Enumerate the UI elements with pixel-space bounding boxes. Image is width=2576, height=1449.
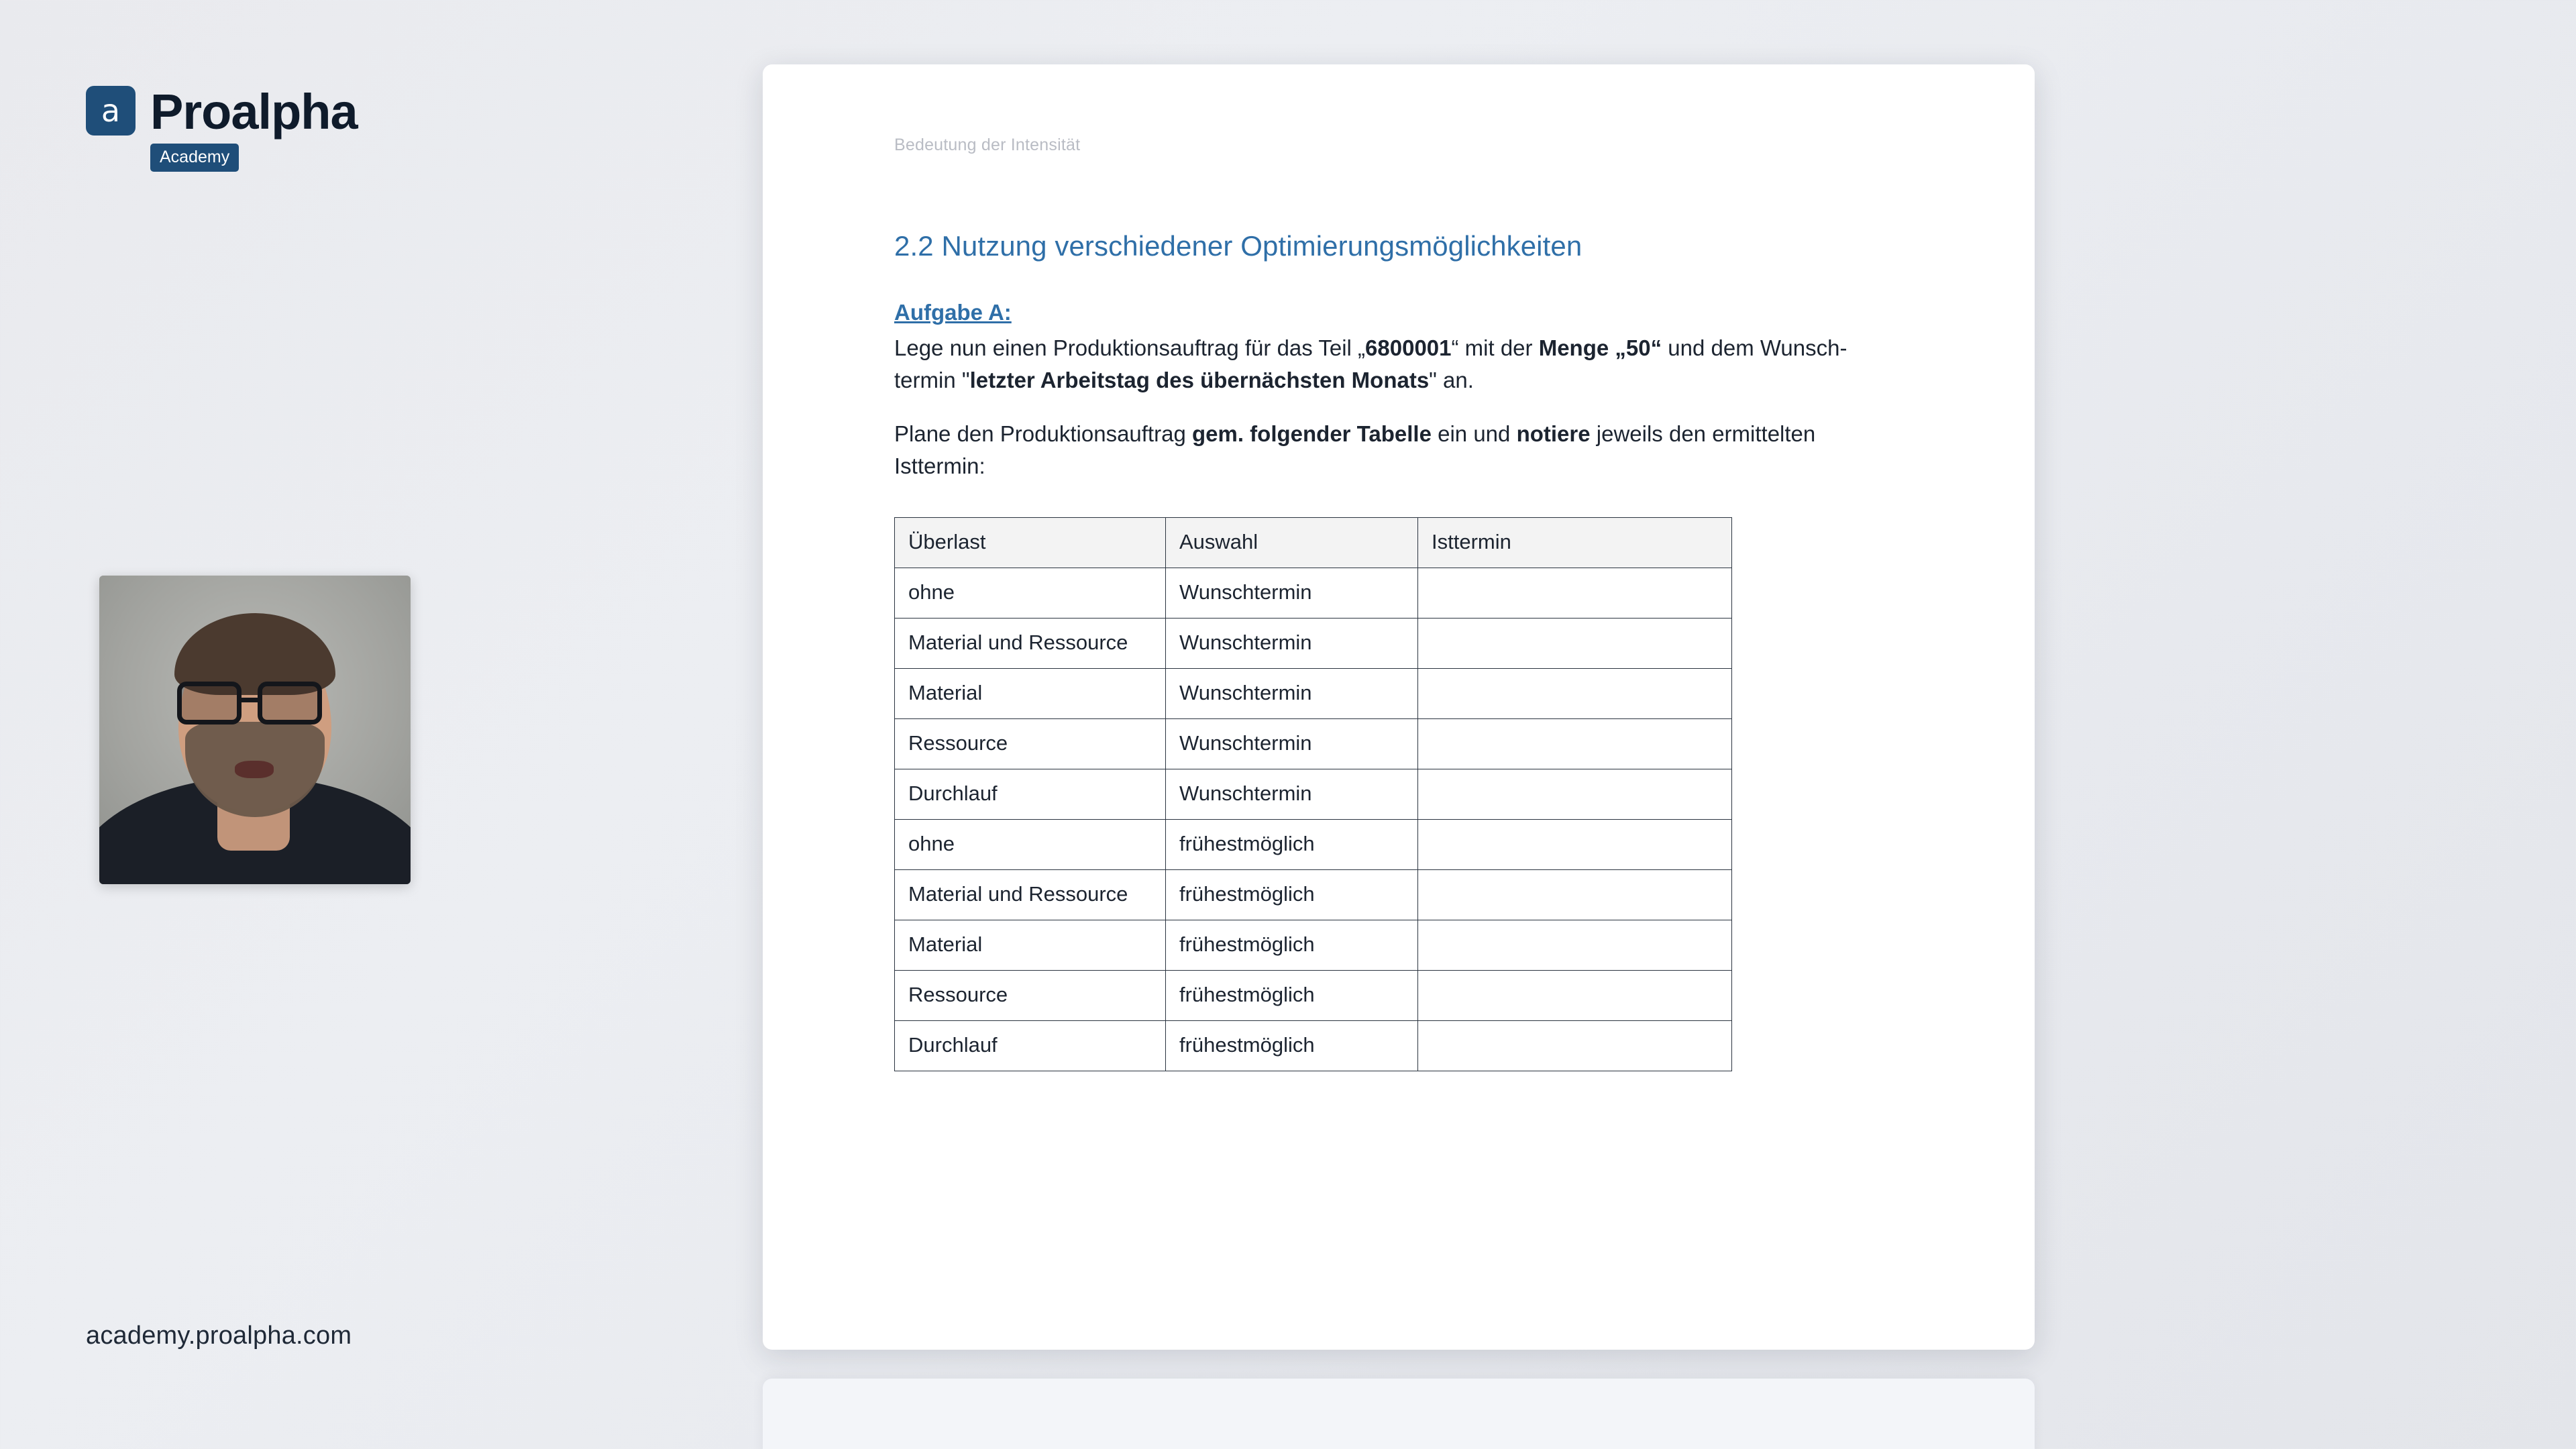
p1-text-4: und dem Wunsch-termin "	[894, 335, 1847, 392]
cell-isttermin[interactable]	[1418, 669, 1732, 719]
p2-text-2: ein und	[1431, 421, 1517, 446]
p1-quantity: Menge „50“	[1538, 335, 1662, 360]
presenter-webcam-tile[interactable]	[99, 576, 411, 884]
p1-part-number: 6800001	[1365, 335, 1452, 360]
table-body	[895, 568, 1732, 1071]
table-header-row	[895, 518, 1732, 568]
cell-ueberlast: Material	[895, 669, 1166, 719]
cell-auswahl: Wunschtermin	[1166, 619, 1418, 669]
brand-name: Proalpha	[150, 84, 358, 140]
cell-auswahl: frühestmöglich	[1166, 1021, 1418, 1071]
cell-isttermin[interactable]	[1418, 1021, 1732, 1071]
slide-card	[763, 64, 2035, 1350]
cell-isttermin[interactable]	[1418, 619, 1732, 669]
cell-ueberlast: Durchlauf	[895, 1021, 1166, 1071]
cell-ueberlast: Durchlauf	[895, 769, 1166, 820]
cell-isttermin[interactable]	[1418, 719, 1732, 769]
left-rail	[0, 0, 758, 1449]
table-row	[895, 820, 1732, 870]
slide-content	[894, 136, 1961, 1071]
cell-auswahl: Wunschtermin	[1166, 568, 1418, 619]
cell-isttermin[interactable]	[1418, 971, 1732, 1021]
p1-text-2: “ mit der	[1451, 335, 1539, 360]
cell-ueberlast: Material und Ressource	[895, 870, 1166, 920]
exercise-table	[894, 517, 1732, 1071]
slide-eyebrow: Bedeutung der Intensität	[894, 136, 1081, 154]
p2-text-0: Plane den Produktionsauftrag	[894, 421, 1192, 446]
presenter-glasses-icon	[174, 682, 335, 726]
table-row	[895, 568, 1732, 619]
cell-auswahl: Wunschtermin	[1166, 669, 1418, 719]
table-row	[895, 971, 1732, 1021]
proalpha-logo-icon: a	[86, 86, 136, 136]
cell-auswahl: frühestmöglich	[1166, 971, 1418, 1021]
p1-due-date: letzter Arbeitstag des übernächsten Monats	[969, 368, 1430, 392]
table-row	[895, 920, 1732, 971]
cell-ueberlast: ohne	[895, 568, 1166, 619]
table-row	[895, 669, 1732, 719]
cell-auswahl: Wunschtermin	[1166, 719, 1418, 769]
table-row	[895, 619, 1732, 669]
cell-auswahl: frühestmöglich	[1166, 920, 1418, 971]
cell-ueberlast: Ressource	[895, 719, 1166, 769]
paragraph-planning-instruction	[894, 418, 1880, 482]
table-row	[895, 870, 1732, 920]
cell-ueberlast: ohne	[895, 820, 1166, 870]
presenter-mouth	[235, 761, 274, 778]
cell-isttermin[interactable]	[1418, 820, 1732, 870]
brand-logo	[86, 86, 358, 172]
table-row	[895, 1021, 1732, 1071]
glasses-lens-right	[258, 682, 322, 724]
column-header-auswahl: Auswahl	[1166, 518, 1418, 568]
p2-table-ref: gem. folgender Tabelle	[1191, 421, 1432, 446]
cell-isttermin[interactable]	[1418, 568, 1732, 619]
cell-isttermin[interactable]	[1418, 920, 1732, 971]
paragraph-task-description	[894, 332, 1880, 396]
glasses-lens-left	[177, 682, 241, 724]
column-header-ueberlast: Überlast	[895, 518, 1166, 568]
p2-notiere: notiere	[1516, 421, 1591, 446]
glasses-bridge	[241, 698, 258, 702]
cell-ueberlast: Material und Ressource	[895, 619, 1166, 669]
table-row	[895, 769, 1732, 820]
cell-ueberlast: Ressource	[895, 971, 1166, 1021]
brand-text	[150, 86, 358, 172]
next-slide-preview[interactable]	[763, 1379, 2035, 1449]
cell-auswahl: Wunschtermin	[1166, 769, 1418, 820]
p1-text-6: " an.	[1429, 368, 1474, 392]
slide-title: 2.2 Nutzung verschiedener Optimierungsmöglichkeiten	[894, 230, 1582, 262]
cell-isttermin[interactable]	[1418, 769, 1732, 820]
cell-ueberlast: Material	[895, 920, 1166, 971]
p2-text-4: jeweils den ermittelten Isttermin:	[894, 421, 1816, 478]
p1-text-0: Lege nun einen Produktionsauftrag für das Teil „	[894, 335, 1366, 360]
table-row	[895, 719, 1732, 769]
cell-isttermin[interactable]	[1418, 870, 1732, 920]
footer-url[interactable]: academy.proalpha.com	[86, 1322, 352, 1350]
brand-subtitle-badge: Academy	[150, 144, 239, 172]
cell-auswahl: frühestmöglich	[1166, 870, 1418, 920]
task-label: Aufgabe A:	[894, 300, 1012, 325]
cell-auswahl: frühestmöglich	[1166, 820, 1418, 870]
column-header-isttermin: Isttermin	[1418, 518, 1732, 568]
